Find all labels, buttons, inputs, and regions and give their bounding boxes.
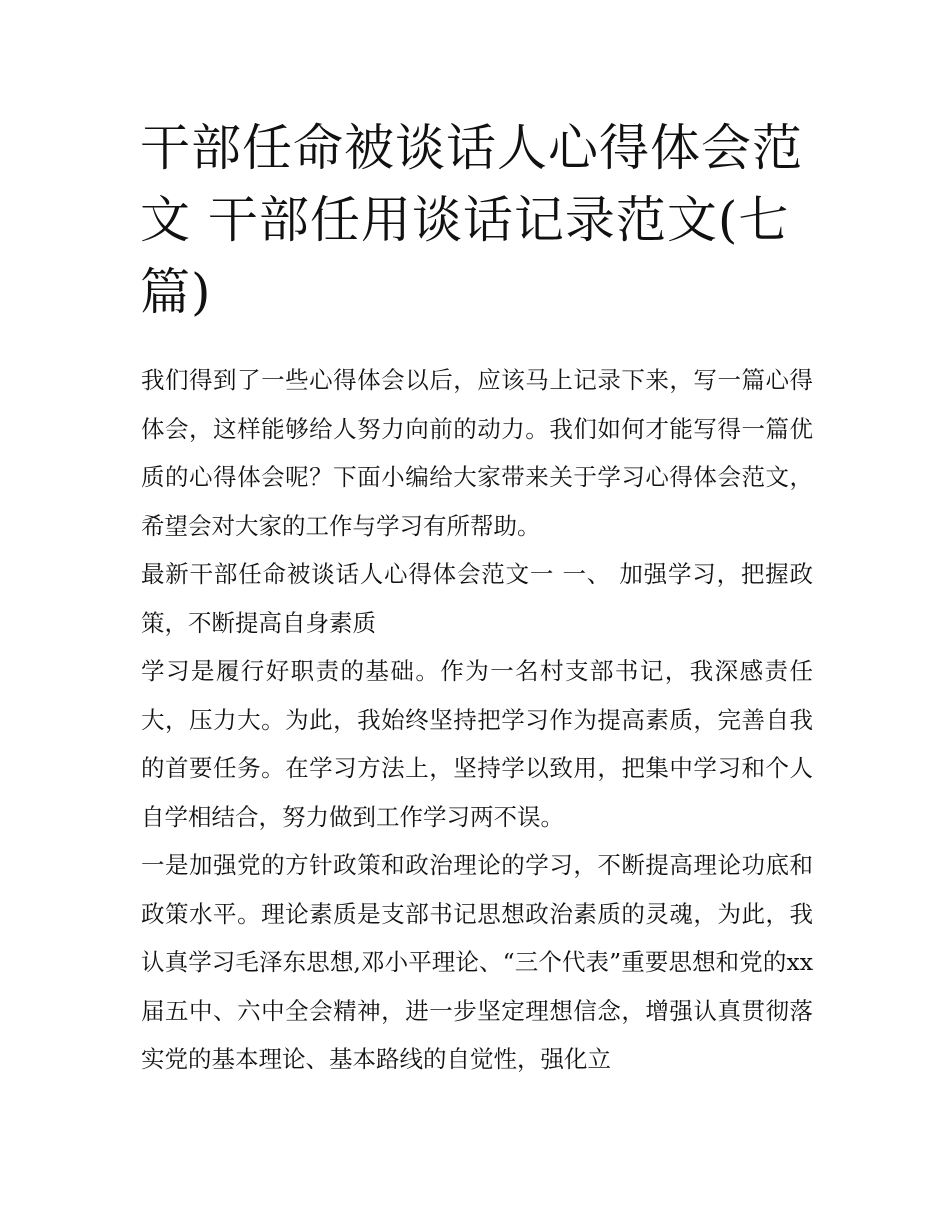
paragraph-study-basis: 学习是履行好职责的基础。作为一名村支部书记，我深感责任大，压力大。为此，我始终坚持把学习作为提高素质，完善自我的首要任务。在学习方法上，坚持学以致用，把集中学习和个人自学相结合，努力做到工作学习两不误。 — [141, 657, 813, 831]
document-title: 干部任命被谈话人心得体会范文 干部任用谈话记录范文(七篇) — [140, 119, 803, 321]
paragraph-section-heading: 最新干部任命被谈话人心得体会范文一 一、 加强学习，把握政策，不断提高自身素质 — [141, 560, 813, 637]
paragraph-policy-theory: 一是加强党的方针政策和政治理论的学习，不断提高理论功底和政策水平。理论素质是支部书记思想政治素质的灵魂，为此，我认真学习毛泽东思想,邓小平理论、“三个代表”重要思想和党的xx届五中、六中全会精神，进一步坚定理想信念，增强认真贯彻落实党的基本理论、基本路线的自觉性，强化立 — [141, 851, 813, 1073]
document-body — [141, 356, 813, 1084]
paragraph-intro: 我们得到了一些心得体会以后，应该马上记录下来，写一篇心得体会，这样能够给人努力向前的动力。我们如何才能写得一篇优质的心得体会呢？下面小编给大家带来关于学习心得体会范文，希望会对大家的工作与学习有所帮助。 — [141, 366, 813, 540]
